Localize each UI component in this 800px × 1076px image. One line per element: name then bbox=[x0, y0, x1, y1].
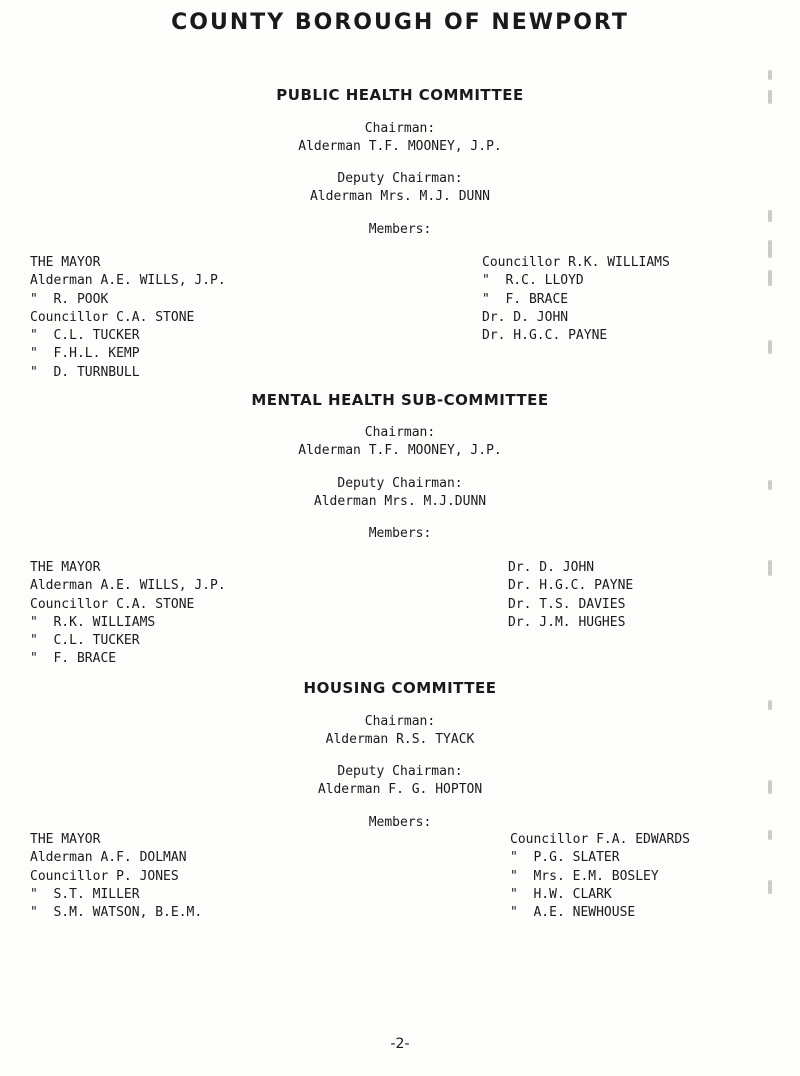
member-entry: " R.K. WILLIAMS bbox=[30, 614, 156, 630]
member-entry: Dr. H.G.C. PAYNE bbox=[508, 578, 634, 594]
member-entry: Dr. T.S. DAVIES bbox=[508, 596, 626, 612]
member-entry: Alderman A.F. DOLMAN bbox=[30, 850, 187, 866]
section-heading-mental-health: MENTAL HEALTH SUB-COMMITTEE bbox=[251, 391, 549, 409]
scan-edge-marks bbox=[768, 60, 780, 960]
deputy-chairman-label: Deputy Chairman: bbox=[337, 764, 463, 779]
member-entry: Councillor F.A. EDWARDS bbox=[510, 832, 691, 847]
page-title: COUNTY BOROUGH OF NEWPORT bbox=[171, 10, 629, 35]
member-entry: Dr. J.M. HUGHES bbox=[508, 614, 626, 630]
members-left-column bbox=[30, 832, 202, 923]
members-right-column bbox=[510, 832, 690, 923]
member-entry: THE MAYOR bbox=[30, 560, 101, 575]
member-entry: " S.T. MILLER bbox=[30, 886, 140, 902]
page-number: -2- bbox=[390, 1036, 410, 1052]
member-entry: " C.L. TUCKER bbox=[30, 328, 140, 344]
member-entry: " Mrs. E.M. BOSLEY bbox=[510, 868, 659, 884]
member-entry: Dr. H.G.C. PAYNE bbox=[482, 328, 608, 344]
section-heading-housing: HOUSING COMMITTEE bbox=[303, 679, 497, 697]
chairman-label: Chairman: bbox=[364, 121, 436, 136]
member-entry: Councillor P. JONES bbox=[30, 868, 179, 884]
chairman-name: Alderman T.F. MOONEY, J.P. bbox=[298, 443, 502, 458]
members-label: Members: bbox=[368, 222, 432, 237]
member-entry: " F. BRACE bbox=[482, 291, 569, 307]
member-entry: Councillor R.K. WILLIAMS bbox=[482, 255, 670, 270]
members-left-column bbox=[30, 255, 226, 383]
member-entry: Dr. D. JOHN bbox=[482, 309, 569, 325]
member-entry: Councillor C.A. STONE bbox=[30, 309, 195, 325]
chairman-name: Alderman T.F. MOONEY, J.P. bbox=[298, 139, 502, 154]
member-entry: " R. POOK bbox=[30, 291, 109, 307]
member-entry: Alderman A.E. WILLS, J.P. bbox=[30, 273, 226, 289]
deputy-chairman-name: Alderman Mrs. M.J. DUNN bbox=[309, 189, 490, 204]
member-entry: " F. BRACE bbox=[30, 651, 117, 667]
member-entry: " C.L. TUCKER bbox=[30, 633, 140, 649]
members-right-column bbox=[508, 560, 633, 633]
deputy-chairman-label: Deputy Chairman: bbox=[337, 171, 463, 186]
member-entry: Dr. D. JOHN bbox=[508, 560, 595, 575]
members-label: Members: bbox=[368, 526, 432, 541]
member-entry: " P.G. SLATER bbox=[510, 850, 620, 866]
chairman-name: Alderman R.S. TYACK bbox=[325, 732, 475, 747]
members-right-column bbox=[482, 255, 670, 346]
deputy-chairman-label: Deputy Chairman: bbox=[337, 476, 463, 491]
members-left-column bbox=[30, 560, 226, 670]
deputy-chairman-name: Alderman F. G. HOPTON bbox=[317, 782, 483, 797]
chairman-label: Chairman: bbox=[364, 425, 436, 440]
member-entry: " F.H.L. KEMP bbox=[30, 346, 140, 362]
member-entry: THE MAYOR bbox=[30, 255, 101, 270]
member-entry: " R.C. LLOYD bbox=[482, 273, 584, 289]
member-entry: Alderman A.E. WILLS, J.P. bbox=[30, 578, 226, 594]
members-label: Members: bbox=[368, 815, 432, 830]
member-entry: THE MAYOR bbox=[30, 832, 101, 847]
chairman-label: Chairman: bbox=[364, 714, 436, 729]
deputy-chairman-name: Alderman Mrs. M.J.DUNN bbox=[313, 494, 487, 509]
member-entry: Councillor C.A. STONE bbox=[30, 596, 195, 612]
member-entry: " A.E. NEWHOUSE bbox=[510, 905, 636, 921]
member-entry: " H.W. CLARK bbox=[510, 886, 612, 902]
member-entry: " D. TURNBULL bbox=[30, 364, 140, 380]
section-heading-public-health: PUBLIC HEALTH COMMITTEE bbox=[276, 86, 524, 104]
member-entry: " S.M. WATSON, B.E.M. bbox=[30, 905, 203, 921]
